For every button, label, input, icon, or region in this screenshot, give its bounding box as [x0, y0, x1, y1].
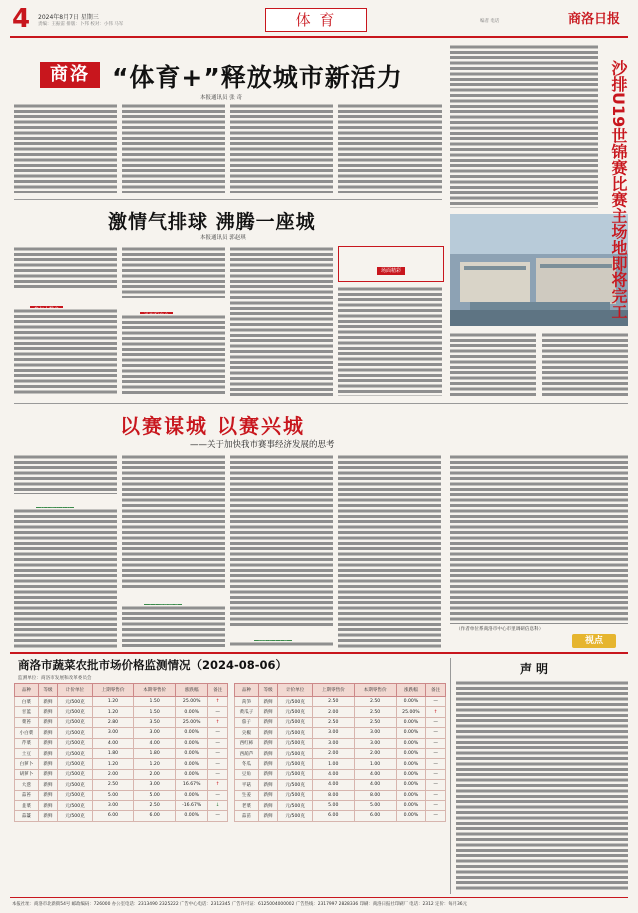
table-cell: 1.20 — [92, 697, 134, 707]
story4-col3b — [230, 641, 333, 648]
table-cell: — — [208, 728, 228, 738]
table-row — [15, 728, 228, 738]
table-cell: 元/500克 — [58, 697, 92, 707]
table-cell: 16.67% — [176, 780, 208, 790]
table-cell: 1.20 — [134, 759, 176, 769]
story1-col3 — [230, 103, 333, 193]
table-cell: 4.00 — [354, 780, 396, 790]
notice-title: 声明 — [520, 662, 553, 676]
table-row — [235, 759, 446, 769]
price-table-left-header — [15, 684, 228, 697]
price-col-header: 计价单位 — [58, 684, 92, 697]
table-row — [15, 790, 228, 800]
table-row — [15, 800, 228, 810]
table-cell: 6.00 — [354, 811, 396, 821]
table-cell: 1.50 — [134, 707, 176, 717]
table-cell: 3.00 — [134, 728, 176, 738]
arena-photo-illustration — [450, 214, 628, 326]
table-cell: 新鲜 — [258, 811, 278, 821]
table-cell: 新鲜 — [258, 748, 278, 758]
table-cell: 25.00% — [176, 697, 208, 707]
table-cell: — — [426, 748, 446, 758]
arena-photo — [450, 214, 628, 326]
table-cell: 5.00 — [134, 790, 176, 800]
table-cell: 5.00 — [312, 800, 354, 810]
table-cell: 茄子 — [235, 717, 259, 727]
story1-col2 — [122, 103, 225, 193]
table-cell: 豆角 — [235, 769, 259, 779]
story3-body — [450, 44, 598, 208]
table-row — [235, 717, 446, 727]
story1-tag: 商洛 — [50, 64, 90, 85]
table-cell: 新鲜 — [38, 800, 58, 810]
table-cell: 尖椒 — [235, 728, 259, 738]
table-cell: 新鲜 — [258, 728, 278, 738]
table-cell: 新鲜 — [258, 780, 278, 790]
table-cell: 0.00% — [176, 769, 208, 779]
table-cell: 蒜苗 — [235, 811, 259, 821]
table-cell: 西葫芦 — [235, 748, 259, 758]
table-cell: 元/500克 — [58, 759, 92, 769]
table-cell: 3.00 — [134, 780, 176, 790]
table-cell: ↑ — [208, 697, 228, 707]
table-cell: — — [208, 769, 228, 779]
table-cell: 元/500克 — [278, 707, 312, 717]
table-cell: 元/500克 — [58, 811, 92, 821]
price-col-header: 上期零售价 — [92, 684, 134, 697]
table-cell: 老菜 — [235, 800, 259, 810]
table-cell: 元/500克 — [58, 738, 92, 748]
table-cell: 蒜苔 — [15, 790, 39, 800]
table-cell: 0.00% — [176, 728, 208, 738]
table-cell: 新鲜 — [258, 759, 278, 769]
phone-line: 编者 电话 — [480, 19, 500, 24]
editor-line: 责编：王振雷 排版：卜邦 校对：小伟 马军 — [38, 22, 124, 27]
story4-headline: 以赛谋城 以赛兴城 — [120, 414, 305, 438]
table-cell: 新鲜 — [258, 790, 278, 800]
story2-photo-caption-right — [542, 332, 628, 396]
table-cell: — — [208, 790, 228, 800]
table-cell: 元/500克 — [58, 790, 92, 800]
table-cell: 元/500克 — [58, 717, 92, 727]
table-cell: ↑ — [426, 707, 446, 717]
price-col-header: 涨跌幅 — [396, 684, 426, 697]
table-cell: 0.00% — [396, 759, 426, 769]
table-cell: 6.00 — [134, 811, 176, 821]
table-cell: 1.80 — [134, 748, 176, 758]
table-cell: 元/500克 — [278, 800, 312, 810]
story2-pull-box — [338, 246, 444, 282]
table-cell: 元/500克 — [278, 738, 312, 748]
table-cell: 莴笋 — [235, 697, 259, 707]
table-cell: 2.50 — [354, 717, 396, 727]
table-cell: 元/500克 — [278, 748, 312, 758]
table-cell: 1.00 — [312, 759, 354, 769]
price-col-header: 计价单位 — [278, 684, 312, 697]
story2-headline: 激情气排球 沸腾一座城 — [108, 211, 316, 233]
story2-sub4-wrap — [339, 257, 443, 276]
price-col-header: 备注 — [208, 684, 228, 697]
table-cell: 0.00% — [176, 811, 208, 821]
table-cell: 2.50 — [92, 780, 134, 790]
table-row — [235, 707, 446, 717]
table-cell: 0.00% — [396, 769, 426, 779]
table-row — [15, 697, 228, 707]
section-box — [265, 8, 367, 32]
table-cell: 新鲜 — [38, 780, 58, 790]
story2-col3 — [230, 246, 333, 396]
table-cell: 新鲜 — [38, 769, 58, 779]
story4-col2b — [122, 605, 225, 648]
table-row — [15, 717, 228, 727]
footer-rule — [10, 897, 628, 898]
table-cell: -16.67% — [176, 800, 208, 810]
table-cell: 甘蓝 — [15, 707, 39, 717]
table-cell: 4.00 — [312, 780, 354, 790]
table-cell: ↑ — [208, 780, 228, 790]
table-cell: 3.00 — [92, 728, 134, 738]
table-cell: 0.00% — [396, 811, 426, 821]
table-row — [235, 811, 446, 821]
viewpoint-badge — [572, 634, 616, 648]
table-cell: — — [208, 707, 228, 717]
table-cell: 新鲜 — [258, 707, 278, 717]
table-cell: 1.00 — [354, 759, 396, 769]
table-cell: 2.00 — [312, 748, 354, 758]
table-cell: 3.00 — [312, 728, 354, 738]
table-row — [15, 748, 228, 758]
table-cell: 新鲜 — [38, 697, 58, 707]
table-cell: 2.80 — [92, 717, 134, 727]
price-title: 商洛市蔬菜农批市场价格监测情况（2024-08-06） — [18, 658, 288, 672]
table-cell: — — [426, 728, 446, 738]
table-cell: 2.50 — [312, 717, 354, 727]
price-col-header: 本期零售价 — [354, 684, 396, 697]
table-cell: 土豆 — [15, 748, 39, 758]
table-row — [235, 697, 446, 707]
price-col-header: 品种 — [235, 684, 259, 697]
table-cell: 0.00% — [176, 748, 208, 758]
price-col-header: 上期零售价 — [312, 684, 354, 697]
table-cell: 2.00 — [134, 769, 176, 779]
table-cell: 元/500克 — [278, 780, 312, 790]
table-cell: 黄瓜子 — [235, 707, 259, 717]
table-cell: 冬瓜 — [235, 759, 259, 769]
table-cell: 平菇 — [235, 780, 259, 790]
table-row — [15, 769, 228, 779]
table-cell: — — [208, 811, 228, 821]
price-table-right — [234, 683, 446, 822]
table-cell: 3.00 — [312, 738, 354, 748]
table-cell: 元/500克 — [278, 769, 312, 779]
story2-byline: 本报通讯员 郭赵琪 — [200, 235, 246, 241]
table-row — [15, 707, 228, 717]
table-cell: 5.00 — [354, 800, 396, 810]
table-row — [15, 811, 228, 821]
table-cell: — — [426, 738, 446, 748]
table-cell: 新鲜 — [258, 769, 278, 779]
notice-divider — [450, 658, 451, 894]
story2-col2a — [122, 246, 225, 298]
table-row — [235, 748, 446, 758]
price-table-right-header — [235, 684, 446, 697]
table-cell: 胡萝卜 — [15, 769, 39, 779]
table-cell: 新鲜 — [38, 811, 58, 821]
table-cell: 生姜 — [235, 790, 259, 800]
table-cell: 新鲜 — [258, 697, 278, 707]
table-cell: 3.00 — [354, 738, 396, 748]
table-cell: 0.00% — [396, 790, 426, 800]
table-cell: 元/500克 — [58, 748, 92, 758]
table-cell: 新鲜 — [38, 790, 58, 800]
table-cell: 2.50 — [354, 697, 396, 707]
table-cell: 1.20 — [92, 707, 134, 717]
table-row — [235, 800, 446, 810]
table-cell: 1.50 — [134, 697, 176, 707]
table-cell: — — [426, 811, 446, 821]
table-row — [235, 728, 446, 738]
story1-col1 — [14, 103, 117, 193]
masthead-logo: 商洛日报 — [568, 12, 621, 27]
table-row — [15, 780, 228, 790]
table-cell: 元/500克 — [278, 759, 312, 769]
story1-col4 — [338, 103, 442, 193]
table-cell: 新鲜 — [38, 728, 58, 738]
table-cell: 新鲜 — [38, 748, 58, 758]
table-cell: 新鲜 — [258, 717, 278, 727]
story-divider-1 — [14, 199, 442, 200]
table-cell: 新鲜 — [38, 717, 58, 727]
price-col-header: 本期零售价 — [134, 684, 176, 697]
story2-col1a — [14, 246, 117, 290]
story4-subtitle: ——关于加快我市赛事经济发展的思考 — [190, 440, 335, 450]
table-cell: 3.50 — [134, 717, 176, 727]
table-cell: 2.50 — [312, 697, 354, 707]
table-cell: — — [426, 759, 446, 769]
table-cell: 白萝卜 — [15, 759, 39, 769]
table-cell: 芹菜 — [15, 738, 39, 748]
table-cell: — — [426, 780, 446, 790]
price-table-left — [14, 683, 228, 822]
table-cell: 4.00 — [312, 769, 354, 779]
table-row — [235, 780, 446, 790]
table-cell: 元/500克 — [58, 780, 92, 790]
price-col-header: 涨跌幅 — [176, 684, 208, 697]
page-number: 4 — [12, 4, 31, 34]
story4-col5 — [450, 454, 628, 624]
story2-col1b — [14, 308, 117, 396]
price-table-right-wrap — [234, 683, 446, 822]
table-cell: 韭菜 — [15, 800, 39, 810]
header-rule — [10, 36, 628, 38]
table-cell: 元/500克 — [278, 728, 312, 738]
table-cell: 4.00 — [134, 738, 176, 748]
table-cell: — — [208, 738, 228, 748]
story-divider-2 — [14, 403, 628, 404]
story2-sub4: 场面精彩 — [377, 267, 405, 275]
section-title: 体 育 — [295, 11, 337, 29]
table-cell: 0.00% — [396, 748, 426, 758]
table-cell: 新鲜 — [258, 800, 278, 810]
table-cell: 1.20 — [92, 759, 134, 769]
table-cell: 0.00% — [176, 790, 208, 800]
table-row — [235, 769, 446, 779]
table-cell: 0.00% — [176, 759, 208, 769]
table-cell: 0.00% — [396, 780, 426, 790]
table-cell: 元/500克 — [58, 800, 92, 810]
story1-tag-box — [40, 62, 100, 88]
table-cell: 元/500克 — [58, 769, 92, 779]
issue-date: 2024年8月7日 星期三 — [38, 14, 99, 21]
price-col-header: 品种 — [15, 684, 39, 697]
story1-headline: “体育+”释放城市新活力 — [112, 63, 403, 92]
table-cell: 西红柿 — [235, 738, 259, 748]
story4-author: （作者单位系商洛市中心市里调研信息科） — [456, 627, 544, 632]
table-cell: 25.00% — [396, 707, 426, 717]
table-cell: 2.50 — [134, 800, 176, 810]
table-cell: 元/500克 — [278, 790, 312, 800]
table-cell: 0.00% — [176, 738, 208, 748]
story4-col4 — [338, 454, 441, 648]
price-table-left-wrap — [14, 683, 228, 822]
table-cell: 2.00 — [312, 707, 354, 717]
notice-body — [456, 680, 628, 892]
table-row — [235, 738, 446, 748]
table-cell: 新鲜 — [38, 759, 58, 769]
price-col-header: 等级 — [258, 684, 278, 697]
footer-info: 本报社址：商洛市北新街54号 邮政编码：726000 办公室电话：2313490 2325222 广告中心电话：2312345 广告许可证：6125004000002 广告热线：2317997 2828336 印刷：商洛日报社印刷厂 电话：2312 定价：每月36元 — [12, 902, 467, 907]
table-cell: 4.00 — [92, 738, 134, 748]
table-row — [15, 738, 228, 748]
table-cell: 元/500克 — [58, 707, 92, 717]
table-cell: 元/500克 — [58, 728, 92, 738]
table-cell: 3.00 — [354, 728, 396, 738]
table-cell: — — [426, 769, 446, 779]
table-cell: 新鲜 — [38, 707, 58, 717]
table-cell: — — [208, 748, 228, 758]
table-cell: 菜苔 — [15, 717, 39, 727]
table-cell: 0.00% — [396, 728, 426, 738]
table-cell: 8.00 — [354, 790, 396, 800]
table-cell: 4.00 — [354, 769, 396, 779]
table-cell: 5.00 — [92, 790, 134, 800]
table-row — [15, 759, 228, 769]
story2-col2b — [122, 314, 225, 396]
table-cell: 小白菜 — [15, 728, 39, 738]
table-cell: 元/500克 — [278, 811, 312, 821]
table-cell: 元/500克 — [278, 717, 312, 727]
table-cell: 2.00 — [354, 748, 396, 758]
section-rule — [10, 652, 628, 654]
price-col-header: 等级 — [38, 684, 58, 697]
table-cell: 0.00% — [176, 707, 208, 717]
table-cell: 0.00% — [396, 697, 426, 707]
table-cell: 蒜薹 — [15, 811, 39, 821]
table-cell: 0.00% — [396, 800, 426, 810]
table-cell: 2.00 — [92, 769, 134, 779]
table-cell: 大葱 — [15, 780, 39, 790]
table-cell: — — [426, 790, 446, 800]
table-cell: — — [426, 717, 446, 727]
price-note: 监测单位：商洛市发展和改革委员会 — [18, 676, 92, 681]
table-cell: 元/500克 — [278, 697, 312, 707]
page-header — [10, 6, 628, 36]
story1-byline: 本报通讯员 张 奇 — [200, 95, 242, 101]
table-cell: 3.00 — [92, 800, 134, 810]
story4-col1b — [14, 508, 117, 648]
table-cell: 0.00% — [396, 738, 426, 748]
table-cell: 白菜 — [15, 697, 39, 707]
table-cell: ↓ — [208, 800, 228, 810]
table-cell: 8.00 — [312, 790, 354, 800]
table-cell: 1.80 — [92, 748, 134, 758]
table-cell: 6.00 — [312, 811, 354, 821]
table-cell: — — [426, 697, 446, 707]
table-cell: 25.00% — [176, 717, 208, 727]
table-cell: 新鲜 — [258, 738, 278, 748]
table-cell: — — [208, 759, 228, 769]
table-cell: 2.50 — [354, 707, 396, 717]
story2-col4 — [338, 286, 442, 396]
story4-col1a — [14, 454, 117, 494]
story2-photo-caption-left — [450, 332, 536, 396]
table-cell: — — [426, 800, 446, 810]
story4-col2a — [122, 454, 225, 590]
table-row — [235, 790, 446, 800]
table-cell: 6.00 — [92, 811, 134, 821]
viewpoint-badge-label: 视点 — [584, 636, 603, 646]
story4-col3a — [230, 454, 333, 626]
table-cell: 0.00% — [396, 717, 426, 727]
story3-headline: 沙排U19世锦赛比赛主场地即将完工 — [609, 60, 628, 320]
price-col-header: 备注 — [426, 684, 446, 697]
table-cell: ↑ — [208, 717, 228, 727]
table-cell: 新鲜 — [38, 738, 58, 748]
